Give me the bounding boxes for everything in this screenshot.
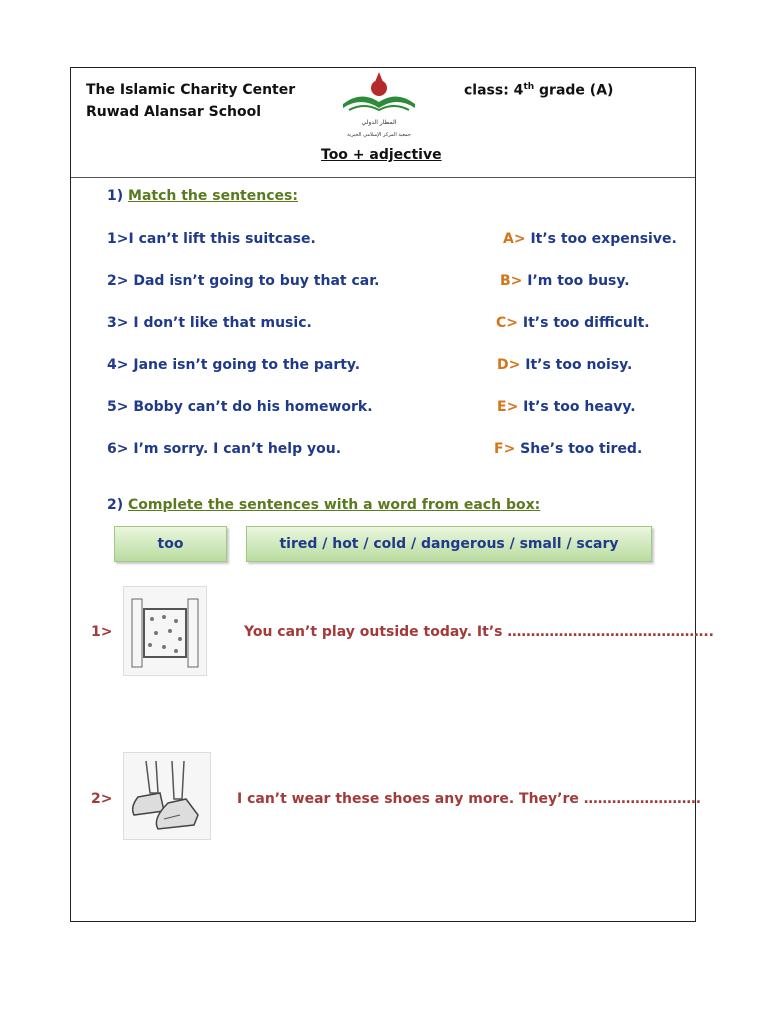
section1-heading: 1) Match the sentences: bbox=[107, 188, 298, 204]
exercise-2-sentence: I can’t wear these shoes any more. They’re ……………………. bbox=[237, 791, 702, 807]
worksheet-frame bbox=[70, 67, 714, 922]
match-left-3: 3> I don’t like that music. bbox=[107, 315, 312, 331]
logo-text-1: المطار الدولي bbox=[361, 119, 397, 126]
logo-text-2: جمعية المركز الإسلامي الخيرية bbox=[347, 132, 411, 138]
exercise-1-sentence: You can’t play outside today. It’s …………………………………….. bbox=[244, 624, 714, 640]
small-shoes-icon bbox=[123, 752, 211, 840]
exercise-1-number: 1> bbox=[91, 624, 113, 640]
header-divider bbox=[71, 177, 695, 178]
match-right-d: D> It’s too noisy. bbox=[497, 357, 633, 373]
book-emblem-icon bbox=[339, 70, 419, 144]
match-left-1: 1>I can’t lift this suitcase. bbox=[107, 231, 316, 247]
school-name-line1: The Islamic Charity Center bbox=[86, 82, 296, 98]
match-left-6: 6> I’m sorry. I can’t help you. bbox=[107, 441, 342, 457]
match-right-a: A> It’s too expensive. bbox=[503, 231, 677, 247]
match-left-4: 4> Jane isn’t going to the party. bbox=[107, 357, 361, 373]
match-left-5: 5> Bobby can’t do his homework. bbox=[107, 399, 373, 415]
match-right-b: B> I’m too busy. bbox=[500, 273, 630, 289]
match-right-e: E> It’s too heavy. bbox=[497, 399, 636, 415]
snowy-window-icon bbox=[123, 586, 207, 676]
section2-heading: 2) Complete the sentences with a word from each box: bbox=[107, 497, 541, 513]
word-box-too: too bbox=[114, 526, 227, 562]
match-right-f: F> She’s too tired. bbox=[494, 441, 643, 457]
school-name-line2: Ruwad Alansar School bbox=[86, 104, 262, 120]
exercise-2-number: 2> bbox=[91, 791, 113, 807]
school-logo bbox=[339, 70, 419, 144]
class-label: class: 4th grade (A) bbox=[464, 82, 614, 99]
word-box-adjectives: tired / hot / cold / dangerous / small / scary bbox=[246, 526, 652, 562]
match-left-2: 2> Dad isn’t going to buy that car. bbox=[107, 273, 380, 289]
topic-title: Too + adjective bbox=[321, 147, 442, 163]
match-right-c: C> It’s too difficult. bbox=[496, 315, 650, 331]
